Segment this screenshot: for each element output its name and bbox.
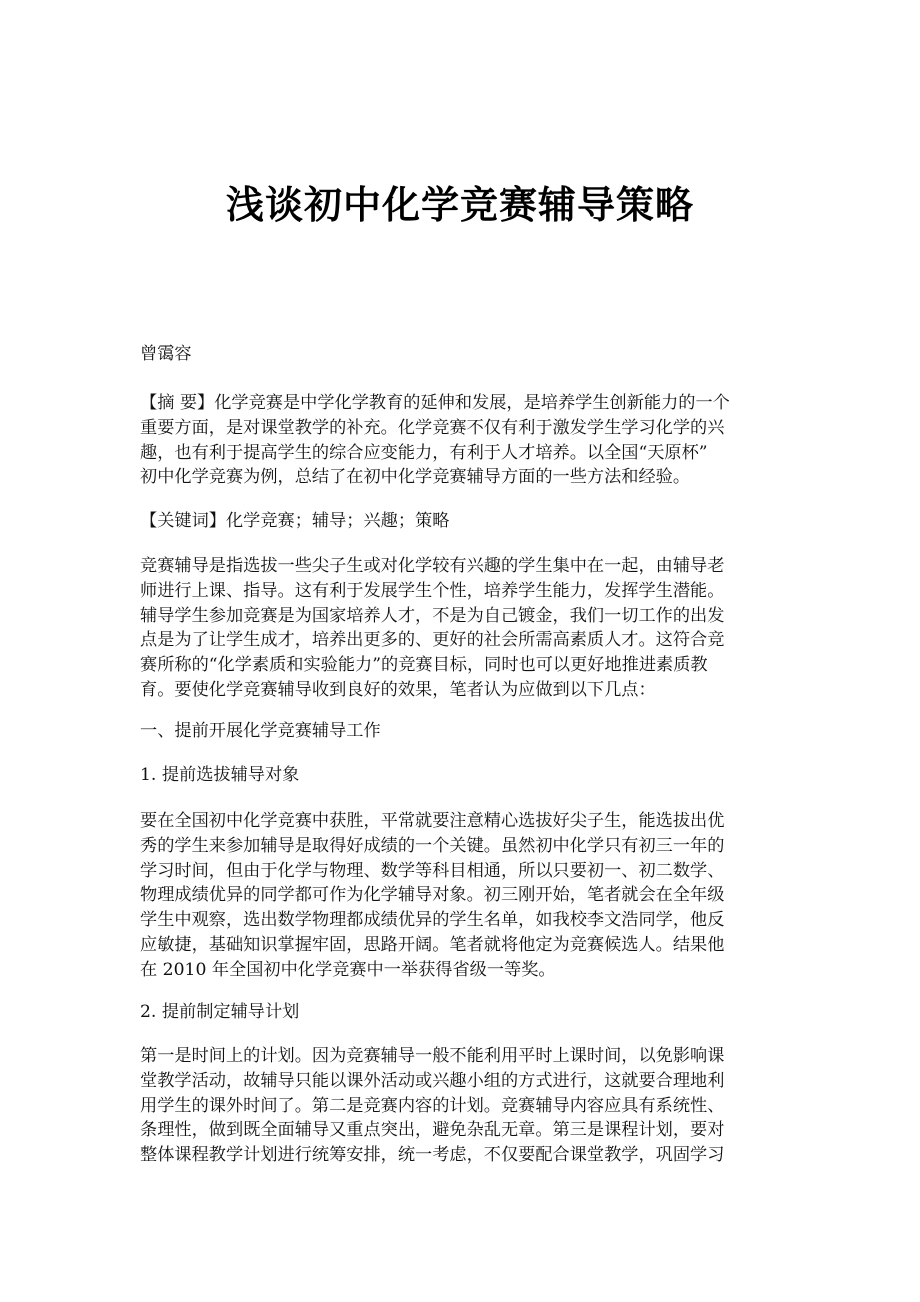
body-line: 用学生的课外时间了。第二是竞赛内容的计划。竞赛辅导内容应具有系统性、 [140,1095,725,1116]
body-line: 条理性，做到既全面辅导又重点突出，避免杂乱无章。第三是课程计划，要对 [140,1120,725,1141]
abstract-paragraph [140,391,800,490]
keywords-paragraph [140,509,800,534]
section-heading [140,719,800,744]
body-line: 物理成绩优异的同学都可作为化学辅导对象。初三刚开始，笔者就会在全年级 [140,885,725,906]
intro-line: 赛所称的“化学素质和实验能力”的竞赛目标，同时也可以更好地推进素质教 [140,655,708,676]
intro-paragraph [140,554,800,703]
intro-line: 师进行上课、指导。这有利于发展学生个性，培养学生能力，发挥学生潜能。 [140,580,725,601]
intro-line: 点是为了让学生成才，培养出更多的、更好的社会所需高素质人才。这符合竞 [140,630,725,651]
document-title: 浅谈初中化学竞赛辅导策略 [225,183,694,227]
body-line: 整体课程教学计划进行统筹安排，统一考虑，不仅要配合课堂教学，巩固学习 [140,1145,725,1166]
subsection-heading [140,763,800,788]
subsection-heading [140,1000,800,1025]
intro-line: 竞赛辅导是指选拔一些尖子生或对化学较有兴趣的学生集中在一起，由辅导老 [140,556,725,576]
intro-line: 育。要使化学竞赛辅导收到良好的效果，笔者认为应做到以下几点： [140,679,656,700]
abstract-line: 【摘 要】化学竞赛是中学化学教育的延伸和发展，是培养学生创新能力的一个 [140,393,730,413]
section-1-heading: 一、提前开展化学竞赛辅导工作 [140,721,381,741]
abstract-line: 初中化学竞赛为例，总结了在初中化学竞赛辅导方面的一些方法和经验。 [140,467,691,488]
body-line: 在 2010 年全国初中化学竞赛中一举获得省级一等奖。 [140,959,556,980]
abstract-line: 重要方面，是对课堂教学的补充。化学竞赛不仅有利于激发学生学习化学的兴 [140,417,725,438]
subsection-1-heading: 1. 提前选拔辅导对象 [140,765,300,785]
body-line: 要在全国初中化学竞赛中获胜，平常就要注意精心选拔好尖子生，能选拔出优 [140,811,725,831]
author-line [140,342,800,367]
body-line: 学习时间，但由于化学与物理、数学等科目相通，所以只要初一、初二数学、 [140,860,725,881]
subsection-2-paragraph [140,1044,800,1168]
body-line: 学生中观察，选出数学物理都成绩优异的学生名单，如我校李文浩同学，他反 [140,910,725,931]
subsection-2-heading: 2. 提前制定辅导计划 [140,1002,300,1022]
body-line: 秀的学生来参加辅导是取得好成绩的一个关键。虽然初中化学只有初三一年的 [140,835,725,856]
intro-line: 辅导学生参加竞赛是为国家培养人才，不是为自己镀金，我们一切工作的出发 [140,605,725,626]
body-line: 应敏捷，基础知识掌握牢固，思路开阔。笔者就将他定为竞赛候选人。结果他 [140,934,725,955]
subsection-1-paragraph [140,809,800,983]
abstract-line: 趣，也有利于提高学生的综合应变能力，有利于人才培养。以全国“天原杯” [140,442,708,463]
body-line: 堂教学活动，故辅导只能以课外活动或兴趣小组的方式进行，这就要合理地利 [140,1070,725,1091]
body-line: 第一是时间上的计划。因为竞赛辅导一般不能利用平时上课时间，以免影响课 [140,1046,725,1066]
keywords-line: 【关键词】化学竞赛；辅导；兴趣；策略 [140,511,450,531]
author-name: 曾霭容 [140,344,192,364]
